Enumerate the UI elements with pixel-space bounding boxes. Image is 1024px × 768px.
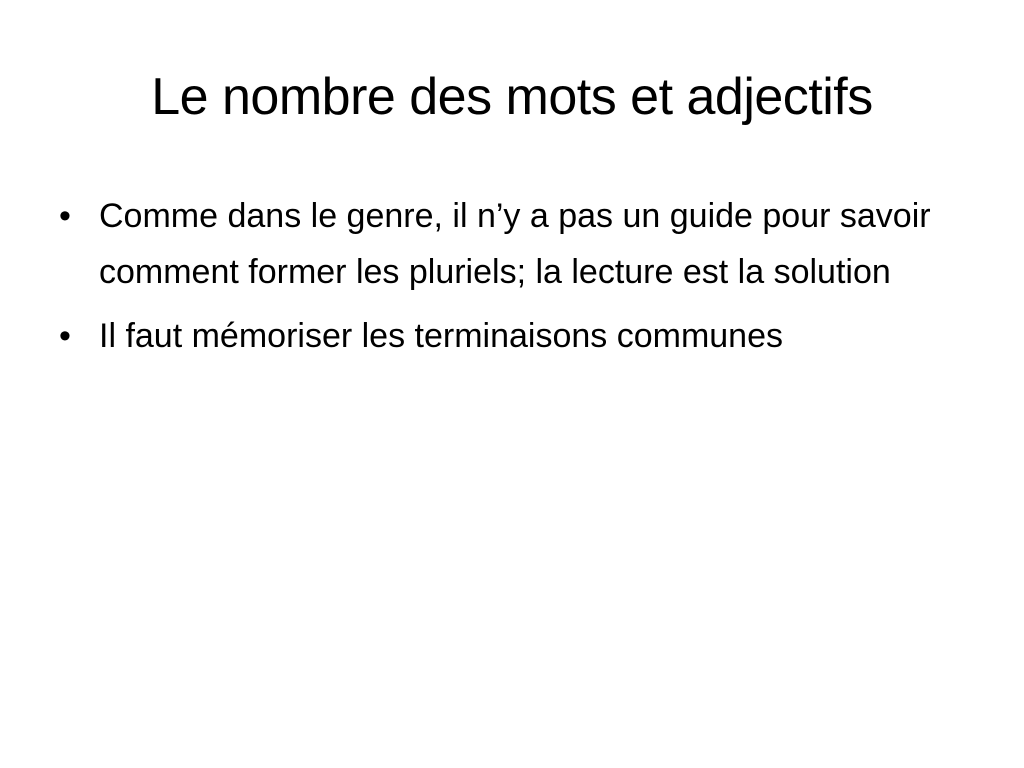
slide-title: Le nombre des mots et adjectifs [151, 68, 873, 126]
bullet-text: Comme dans le genre, il n’y a pas un guide pour savoir comment former les pluriels; la lecture est la solution [99, 197, 931, 291]
bullet-icon: • [59, 197, 71, 235]
list-item [51, 188, 951, 300]
bullet-icon: • [59, 317, 71, 355]
list-item [51, 308, 951, 364]
bullet-text: Il faut mémoriser les terminaisons communes [99, 317, 784, 355]
bullet-list [51, 188, 951, 372]
